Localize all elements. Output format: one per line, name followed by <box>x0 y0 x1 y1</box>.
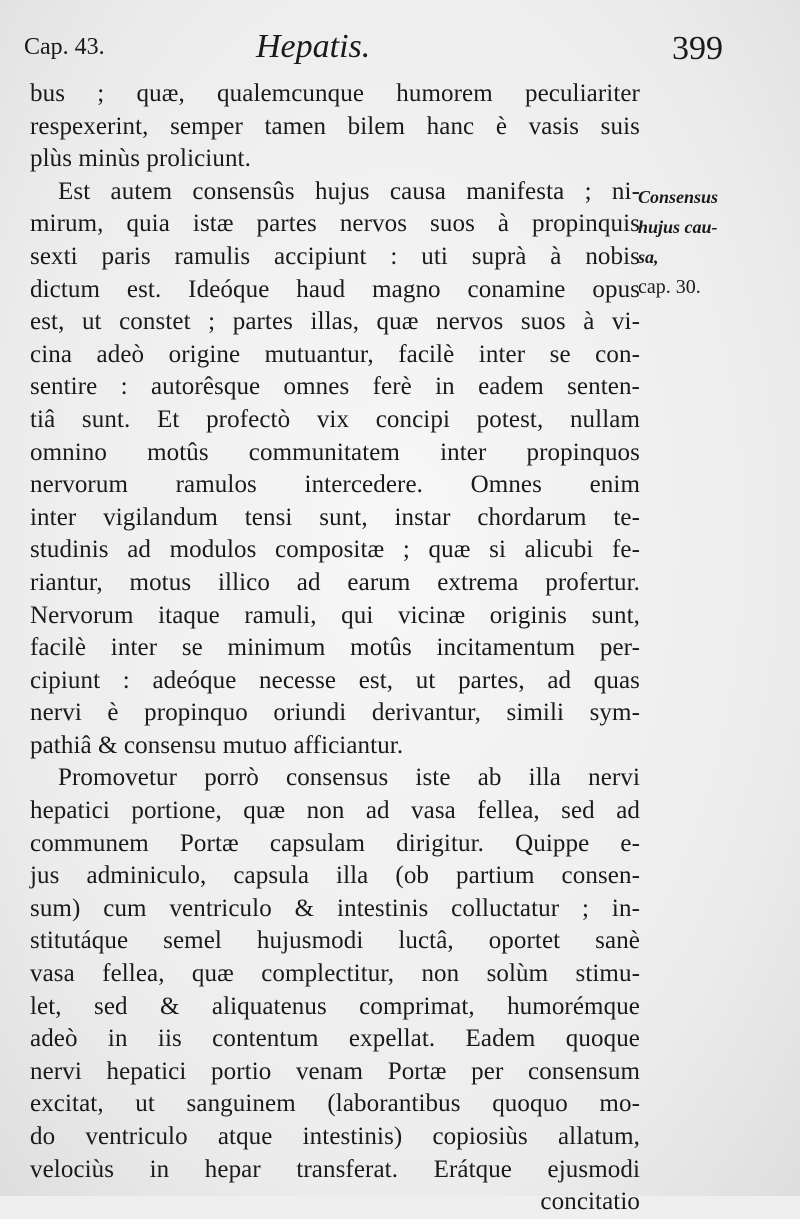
text-line: sum) cum ventriculo & intestinis colluctatur ; in- <box>30 894 640 922</box>
text-line: communem Portæ capsulam dirigitur. Quippe e- <box>30 829 640 857</box>
text-line: do ventriculo atque intestinis) copiosiùs allatum, <box>30 1123 640 1150</box>
text-line: plùs minùs proliciunt. <box>30 145 251 173</box>
marginal-note-line: Consensus <box>638 187 719 207</box>
text-line: pathiâ & consensu mutuo afficiantur. <box>30 731 404 759</box>
text-line: tiâ sunt. Et profectò vix concipi potest, nullam <box>30 405 640 433</box>
text-line: vasa fellea, quæ complectitur, non solùm stimu- <box>30 960 640 988</box>
text-line: nervi è propinquo oriundi derivantur, simili sym- <box>30 699 640 727</box>
text-line: excitat, ut sanguinem (laborantibus quoquo mo- <box>30 1090 640 1118</box>
chapter-heading: Cap. 43. <box>24 34 105 60</box>
text-line: hepatici portione, quæ non ad vasa fellea, sed ad <box>30 797 640 825</box>
text-line: bus ; quæ, qualemcunque humorem peculiariter <box>30 80 640 107</box>
marginal-note-line: sa, <box>638 247 659 267</box>
text-line: jus adminiculo, capsula illa (ob partium consen- <box>30 862 640 890</box>
text-line: Nervorum itaque ramuli, qui vicinæ originis sunt, <box>30 601 640 629</box>
text-line: dictum est. Ideóque haud magno conamine opus <box>30 275 640 303</box>
paragraph-start-line: Est autem consensûs hujus causa manifesta ; ni- <box>58 177 640 205</box>
text-line: let, sed & aliquatenus comprimat, humorémque <box>30 992 640 1020</box>
text-line: riantur, motus illico ad earum extrema profertur. <box>30 568 640 596</box>
text-line: nervi hepatici portio venam Portæ per consensum <box>30 1057 640 1085</box>
text-line: inter vigilandum tensi sunt, instar chordarum te- <box>30 503 640 531</box>
text-line: sexti paris ramulis accipiunt : uti suprà à nobis <box>30 242 640 270</box>
running-head <box>0 28 800 78</box>
text-line: mirum, quia istæ partes nervos suos à propinquis <box>30 210 640 238</box>
text-line: cina adeò origine mutuantur, facilè inter se con- <box>30 340 640 368</box>
text-line: cipiunt : adeóque necesse est, ut partes, ad quas <box>30 666 640 694</box>
marginal-reference: cap. 30. <box>638 276 701 298</box>
text-line: nervorum ramulos intercedere. Omnes enim <box>30 471 640 499</box>
text-line: facilè inter se minimum motûs incitamentum per- <box>30 634 640 662</box>
text-line: stitutáque semel hujusmodi luctâ, oportet sanè <box>30 927 640 955</box>
text-line: adeò in iis contentum expellat. Eadem quoque <box>30 1025 640 1053</box>
catchword: concitatio <box>540 1188 640 1216</box>
marginal-note <box>638 182 788 302</box>
marginal-note-line: hujus cau- <box>638 217 718 237</box>
paragraph-start-line: Promovetur porrò consensus iste ab illa nervi <box>58 764 640 792</box>
page-title: Hepatis. <box>256 28 371 65</box>
body-text <box>30 78 640 1219</box>
text-line: sentire : autorêsque omnes ferè in eadem senten- <box>30 373 640 401</box>
text-line: velociùs in hepar transferat. Erátque ejusmodi <box>30 1155 640 1183</box>
text-line: omnino motûs communitatem inter propinquos <box>30 438 640 466</box>
text-line: est, ut constet ; partes illas, quæ nervos suos à vi- <box>30 308 640 336</box>
text-line: respexerint, semper tamen bilem hanc è vasis suis <box>30 112 640 140</box>
text-line: studinis ad modulos compositæ ; quæ si alicubi fe- <box>30 536 640 564</box>
page-number: 399 <box>672 30 723 67</box>
